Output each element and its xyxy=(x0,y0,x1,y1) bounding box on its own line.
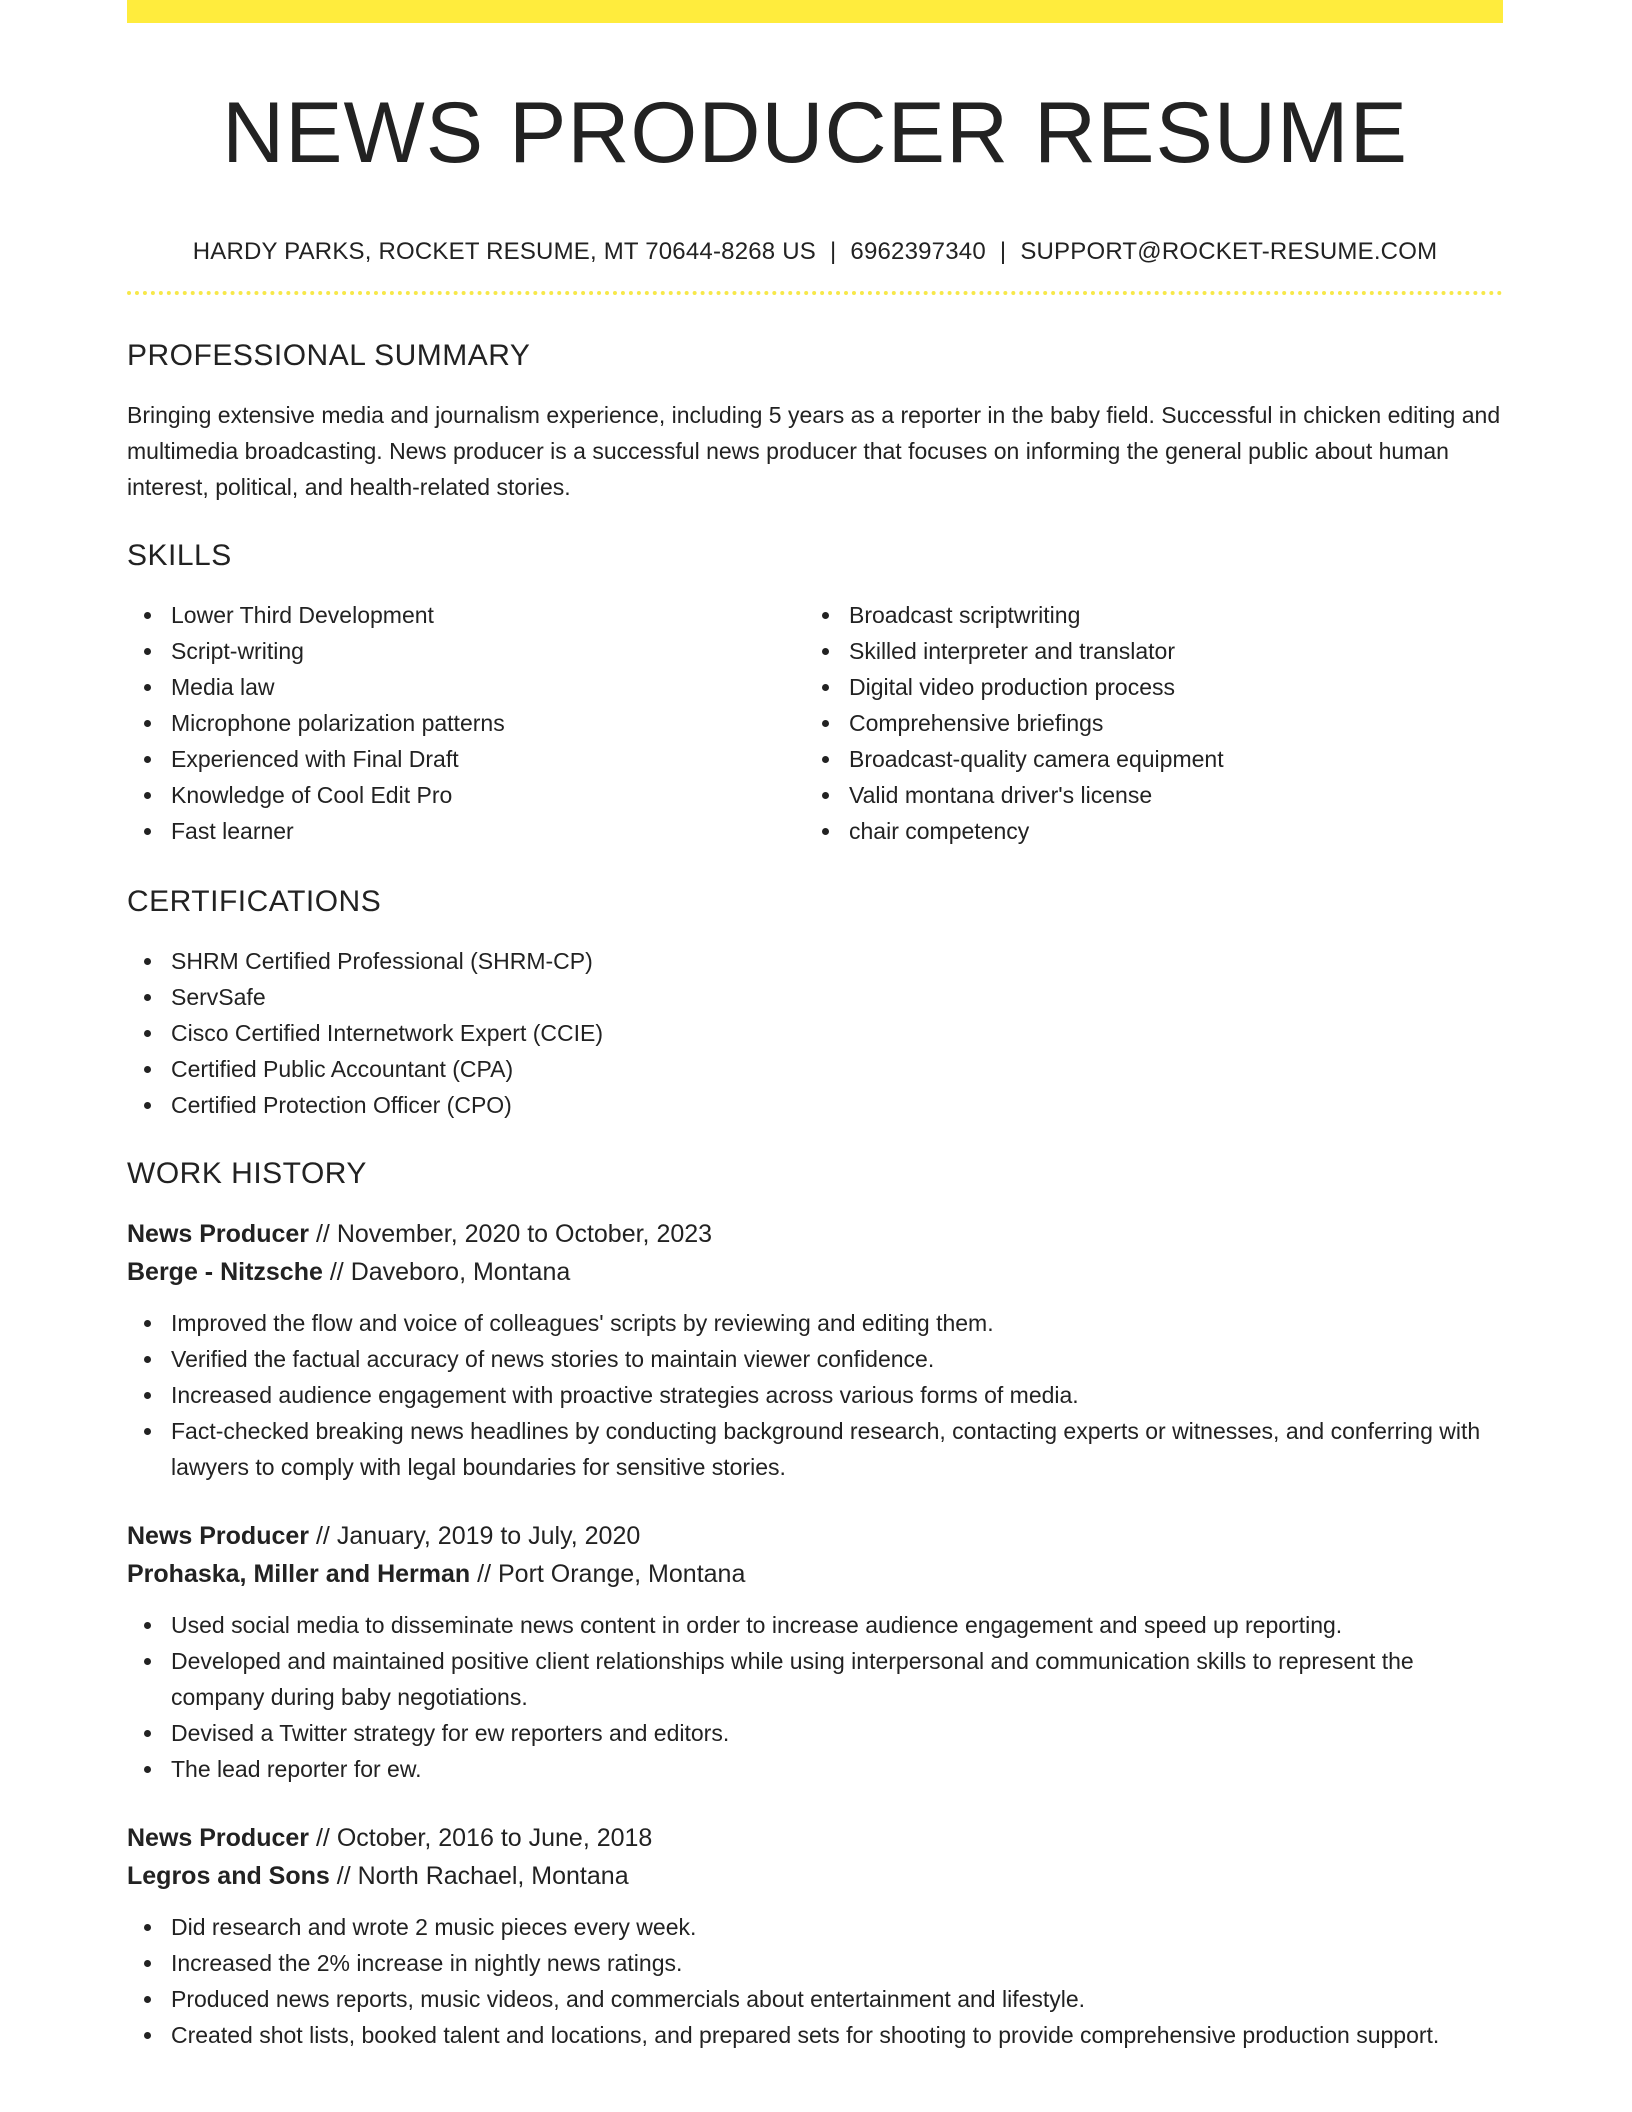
list-item xyxy=(127,943,1503,979)
list-item-text: Certified Public Accountant (CPA) xyxy=(171,1056,514,1082)
list-item xyxy=(127,741,805,777)
bullet-dot-icon xyxy=(144,648,151,655)
list-item-text: Lower Third Development xyxy=(171,602,434,628)
job-dates: October, 2016 to June, 2018 xyxy=(336,1824,653,1852)
job-company-line xyxy=(127,1857,1503,1895)
skills-list xyxy=(127,597,1503,849)
skills-heading: SKILLS xyxy=(127,539,232,572)
bullet-dot-icon xyxy=(144,1766,151,1773)
accent-bar xyxy=(127,0,1503,23)
list-item-text: Used social media to disseminate news content in order to increase audience engagement and speed up reporting. xyxy=(171,1612,1343,1638)
list-item xyxy=(127,1015,1503,1051)
job-company-line xyxy=(127,1555,1503,1593)
job-separator: // xyxy=(309,1220,337,1248)
job-bullets xyxy=(127,1305,1503,1485)
contact-phone: 6962397340 xyxy=(850,238,986,265)
work-history-list xyxy=(127,1215,1503,2053)
job-company: Berge - Nitzsche xyxy=(127,1258,323,1286)
bullet-dot-icon xyxy=(144,1924,151,1931)
page-title: NEWS PRODUCER RESUME xyxy=(222,85,1408,181)
job-entry xyxy=(127,1517,1503,1787)
list-item xyxy=(127,1945,1503,1981)
list-item-text: The lead reporter for ew. xyxy=(171,1756,422,1782)
list-item-text: Increased audience engagement with proactive strategies across various forms of media. xyxy=(171,1382,1079,1408)
header-divider xyxy=(127,291,1503,295)
summary-text: Bringing extensive media and journalism experience, including 5 years as a reporter in the baby field. Successful in chicken editing and multimedia broadcasting. News producer is a successful news producer that focuses on informing the general public about human interest, political, and health-related stories. xyxy=(127,402,1501,500)
bullet-dot-icon xyxy=(822,828,829,835)
bullet-dot-icon xyxy=(144,1730,151,1737)
list-item-text: Skilled interpreter and translator xyxy=(849,638,1175,664)
list-item-text: Created shot lists, booked talent and locations, and prepared sets for shooting to provide comprehensive production support. xyxy=(171,2022,1440,2048)
list-item xyxy=(127,1607,1503,1643)
list-item-text: Comprehensive briefings xyxy=(849,710,1104,736)
list-item-text: ServSafe xyxy=(171,984,266,1010)
list-item xyxy=(127,1051,1503,1087)
job-location: Port Orange, Montana xyxy=(497,1560,746,1588)
list-item-text: Script-writing xyxy=(171,638,304,664)
job-dates: November, 2020 to October, 2023 xyxy=(336,1220,713,1248)
job-company: Prohaska, Miller and Herman xyxy=(127,1560,471,1588)
job-title-line xyxy=(127,1819,1503,1857)
job-separator: // xyxy=(322,1258,351,1286)
list-item-text: SHRM Certified Professional (SHRM-CP) xyxy=(171,948,593,974)
job-separator: // xyxy=(470,1560,498,1588)
list-item xyxy=(805,741,1483,777)
list-item xyxy=(805,777,1483,813)
bullet-dot-icon xyxy=(144,1102,151,1109)
contact-email: SUPPORT@ROCKET-RESUME.COM xyxy=(1020,238,1438,265)
list-item-text: Devised a Twitter strategy for ew reporters and editors. xyxy=(171,1720,730,1746)
list-item-text: Broadcast-quality camera equipment xyxy=(849,746,1224,772)
job-title: News Producer xyxy=(127,1522,310,1550)
bullet-dot-icon xyxy=(144,720,151,727)
contact-line xyxy=(127,237,1503,267)
job-bullets xyxy=(127,1607,1503,1787)
list-item xyxy=(127,1981,1503,2017)
work-history-heading: WORK HISTORY xyxy=(127,1157,367,1190)
job-separator: // xyxy=(309,1522,337,1550)
bullet-dot-icon xyxy=(144,994,151,1001)
bullet-dot-icon xyxy=(144,2032,151,2039)
bullet-dot-icon xyxy=(144,1960,151,1967)
list-item-text: Produced news reports, music videos, and commercials about entertainment and lifestyle. xyxy=(171,1986,1086,2012)
job-separator: // xyxy=(329,1862,358,1890)
list-item xyxy=(127,633,805,669)
list-item-text: Experienced with Final Draft xyxy=(171,746,459,772)
job-company: Legros and Sons xyxy=(127,1862,330,1890)
list-item-text: Improved the flow and voice of colleagues' scripts by reviewing and editing them. xyxy=(171,1310,994,1336)
bullet-dot-icon xyxy=(822,648,829,655)
bullet-dot-icon xyxy=(144,1658,151,1665)
bullet-dot-icon xyxy=(144,1428,151,1435)
list-item-text: Fact-checked breaking news headlines by conducting background research, contacting experts or witnesses, and conferring with lawyers to comply with legal boundaries for sensitive stories. xyxy=(171,1418,1481,1480)
list-item xyxy=(127,1305,1503,1341)
list-item-text: Developed and maintained positive client relationships while using interpersonal and communication skills to represent the company during baby negotiations. xyxy=(171,1648,1414,1710)
certifications-heading: CERTIFICATIONS xyxy=(127,885,382,918)
list-item xyxy=(127,777,805,813)
list-item xyxy=(805,705,1483,741)
job-title-line xyxy=(127,1215,1503,1253)
list-item-text: Fast learner xyxy=(171,818,294,844)
list-item xyxy=(127,2017,1503,2053)
list-item-text: Increased the 2% increase in nightly news ratings. xyxy=(171,1950,683,1976)
certifications-list xyxy=(127,943,1503,1123)
job-bullets xyxy=(127,1909,1503,2053)
bullet-dot-icon xyxy=(822,720,829,727)
list-item xyxy=(127,1751,1503,1787)
list-item xyxy=(805,813,1483,849)
list-item xyxy=(127,1909,1503,1945)
bullet-dot-icon xyxy=(144,828,151,835)
list-item-text: Digital video production process xyxy=(849,674,1176,700)
list-item xyxy=(805,633,1483,669)
contact-address: HARDY PARKS, ROCKET RESUME, MT 70644-8268 US xyxy=(192,238,816,265)
bullet-dot-icon xyxy=(144,684,151,691)
list-item xyxy=(127,813,805,849)
job-location: North Rachael, Montana xyxy=(357,1862,629,1890)
list-item xyxy=(127,1715,1503,1751)
job-title: News Producer xyxy=(127,1220,310,1248)
list-item-text: chair competency xyxy=(849,818,1030,844)
list-item-text: Microphone polarization patterns xyxy=(171,710,505,736)
list-item-text: Broadcast scriptwriting xyxy=(849,602,1081,628)
list-item-text: Media law xyxy=(171,674,275,700)
job-entry xyxy=(127,1819,1503,2053)
list-item-text: Cisco Certified Internetwork Expert (CCIE) xyxy=(171,1020,604,1046)
bullet-dot-icon xyxy=(144,756,151,763)
resume-page xyxy=(127,0,1503,2053)
bullet-dot-icon xyxy=(144,958,151,965)
bullet-dot-icon xyxy=(144,1996,151,2003)
bullet-dot-icon xyxy=(144,792,151,799)
bullet-dot-icon xyxy=(144,1320,151,1327)
bullet-dot-icon xyxy=(144,1030,151,1037)
bullet-dot-icon xyxy=(822,756,829,763)
list-item xyxy=(805,597,1483,633)
contact-separator: | xyxy=(999,238,1007,265)
bullet-dot-icon xyxy=(144,1356,151,1363)
list-item-text: Verified the factual accuracy of news stories to maintain viewer confidence. xyxy=(171,1346,935,1372)
job-dates: January, 2019 to July, 2020 xyxy=(336,1522,641,1550)
skills-column-right xyxy=(805,597,1483,849)
contact-separator: | xyxy=(829,238,837,265)
job-entry xyxy=(127,1215,1503,1485)
bullet-dot-icon xyxy=(144,1066,151,1073)
list-item xyxy=(127,979,1503,1015)
bullet-dot-icon xyxy=(822,612,829,619)
bullet-dot-icon xyxy=(144,1622,151,1629)
list-item xyxy=(127,1341,1503,1377)
bullet-dot-icon xyxy=(144,612,151,619)
job-title: News Producer xyxy=(127,1824,310,1852)
list-item xyxy=(127,1087,1503,1123)
list-item-text: Did research and wrote 2 music pieces every week. xyxy=(171,1914,697,1940)
job-separator: // xyxy=(309,1824,337,1852)
list-item xyxy=(127,669,805,705)
list-item-text: Valid montana driver's license xyxy=(849,782,1153,808)
job-company-line xyxy=(127,1253,1503,1291)
list-item-text: Knowledge of Cool Edit Pro xyxy=(171,782,453,808)
list-item xyxy=(805,669,1483,705)
job-title-line xyxy=(127,1517,1503,1555)
list-item xyxy=(127,1413,1503,1485)
job-location: Daveboro, Montana xyxy=(350,1258,571,1286)
bullet-dot-icon xyxy=(144,1392,151,1399)
skills-column-left xyxy=(127,597,805,849)
list-item xyxy=(127,1643,1503,1715)
summary-heading: PROFESSIONAL SUMMARY xyxy=(127,339,531,372)
bullet-dot-icon xyxy=(822,792,829,799)
list-item-text: Certified Protection Officer (CPO) xyxy=(171,1092,512,1118)
bullet-dot-icon xyxy=(822,684,829,691)
list-item xyxy=(127,597,805,633)
list-item xyxy=(127,705,805,741)
list-item xyxy=(127,1377,1503,1413)
